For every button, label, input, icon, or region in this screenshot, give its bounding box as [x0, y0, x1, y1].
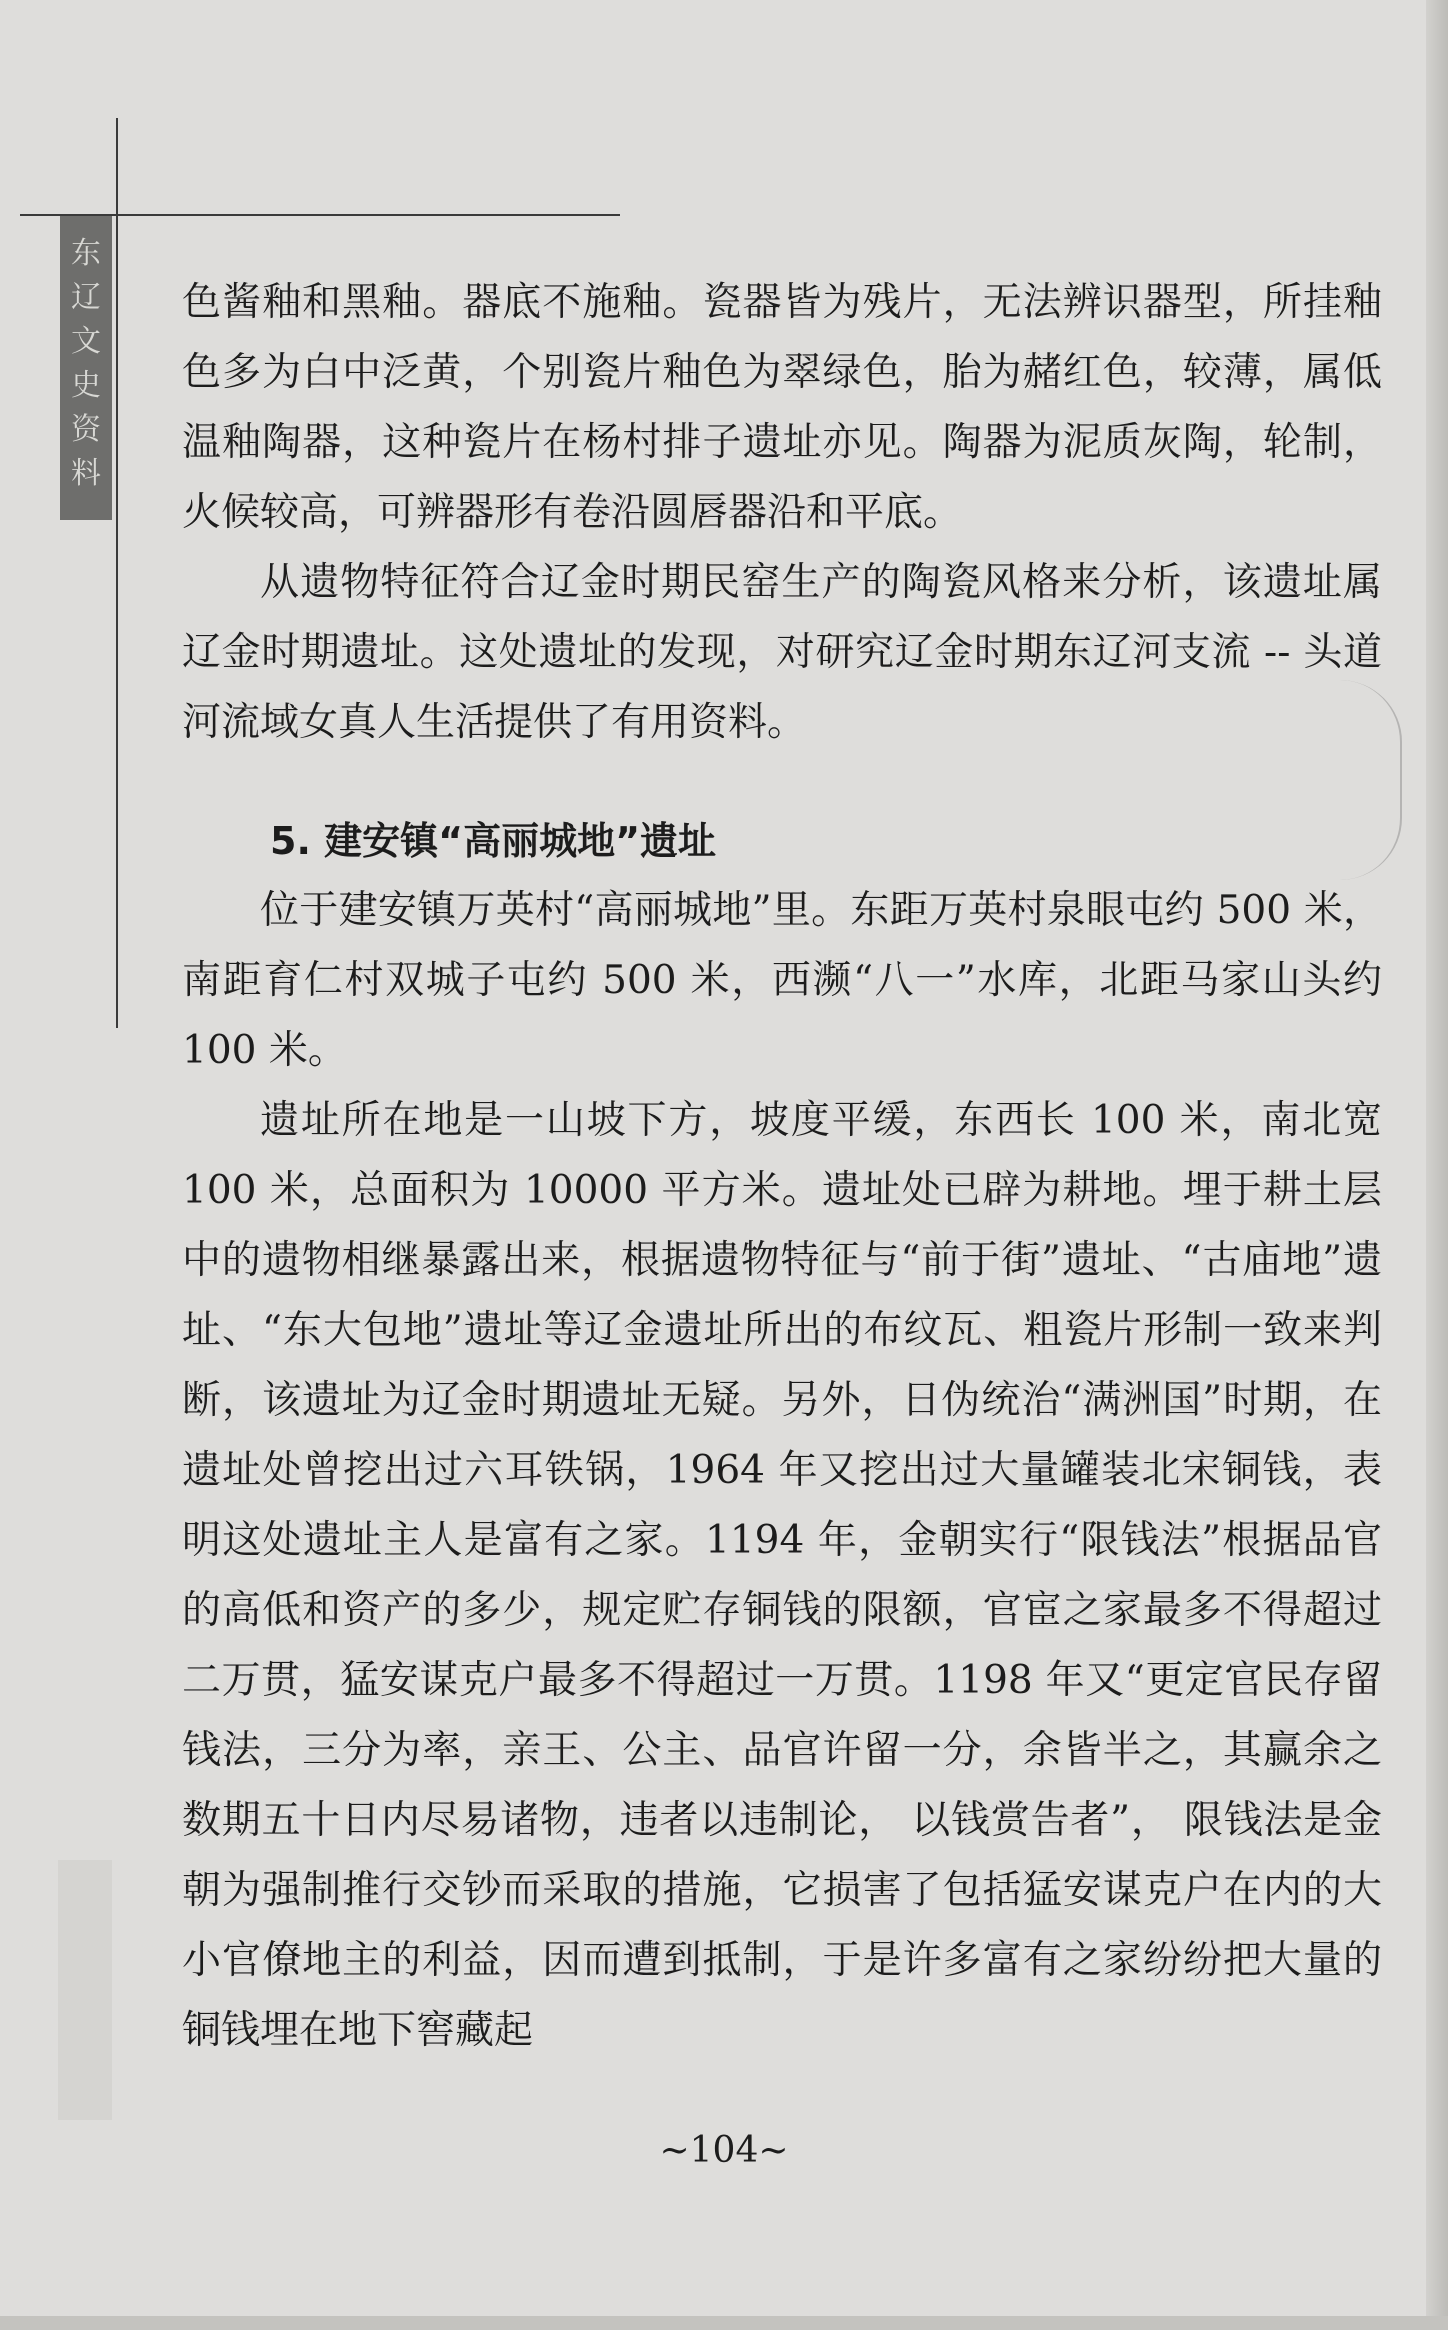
body-text [182, 268, 1382, 2066]
paragraph: 从遗物特征符合辽金时期民窑生产的陶瓷风格来分析，该遗址属辽金时期遗址。这处遗址的发现，对研究辽金时期东辽河支流 -- 头道河流域女真人生活提供了有用资料。 [182, 560, 1382, 745]
side-tab-char: 辽 [71, 280, 101, 315]
page-number: ~104~ [659, 2130, 789, 2171]
side-tab-char: 料 [71, 456, 101, 491]
paragraph: 位于建安镇万英村“高丽城地”里。东距万英村泉眼屯约 500 米，南距育仁村双城子屯约 500 米，西濒“八一”水库，北距马家山头约 100 米。 [182, 888, 1382, 1073]
paragraph: 色酱釉和黑釉。器底不施釉。瓷器皆为残片，无法辨识器型，所挂釉色多为白中泛黄，个别瓷片釉色为翠绿色，胎为赭红色，较薄，属低温釉陶器，这种瓷片在杨村排子遗址亦见。陶器为泥质灰陶，轮制，火候较高，可辨器形有卷沿圆唇器沿和平底。 [182, 280, 1382, 535]
page-edge-bottom [0, 2316, 1448, 2330]
side-tab-series-title [60, 216, 112, 520]
side-tab-char: 资 [71, 412, 101, 447]
page-edge [1426, 0, 1448, 2330]
side-tab-char: 史 [71, 368, 101, 403]
side-tab-char: 文 [71, 324, 101, 359]
section-heading: 5. 建安镇“高丽城地”遗址 [270, 819, 717, 863]
side-tab-faded [58, 1860, 112, 2120]
paragraph: 遗址所在地是一山坡下方，坡度平缓，东西长 100 米，南北宽 100 米，总面积为 10000 平方米。遗址处已辟为耕地。埋于耕土层中的遗物相继暴露出来，根据遗物特征与“前于街”遗址、“古庙地”遗址、“东大包地”遗址等辽金遗址所出的布纹瓦、粗瓷片形制一致来判断，该遗址为辽金时期遗址无疑。另外，日伪统治“满洲国”时期，在遗址处曾挖出过六耳铁锅，1964 年又挖出过大量罐装北宋铜钱，表明这处遗址主人是富有之家。1194 年，金朝实行“限钱法”根据品官的高低和资产的多少，规定贮存铜钱的限额，官宦之家最多不得超过二万贯，猛安谋克户最多不得超过一万贯。1198 年又“更定官民存留钱法，三分为率，亲王、公主、品官许留一分，余皆半之，其赢余之数期五十日内尽易诸物，违者以违制论， 以钱赏告者”， 限钱法是金朝为强制推行交钞而采取的措施，它损害了包括猛安谋克户在内的大小官僚地主的利益，因而遭到抵制，于是许多富有之家纷纷把大量的铜钱埋在地下窖藏起 [182, 1098, 1382, 2053]
side-tab-char: 东 [71, 236, 101, 271]
vertical-rule [116, 118, 118, 1028]
